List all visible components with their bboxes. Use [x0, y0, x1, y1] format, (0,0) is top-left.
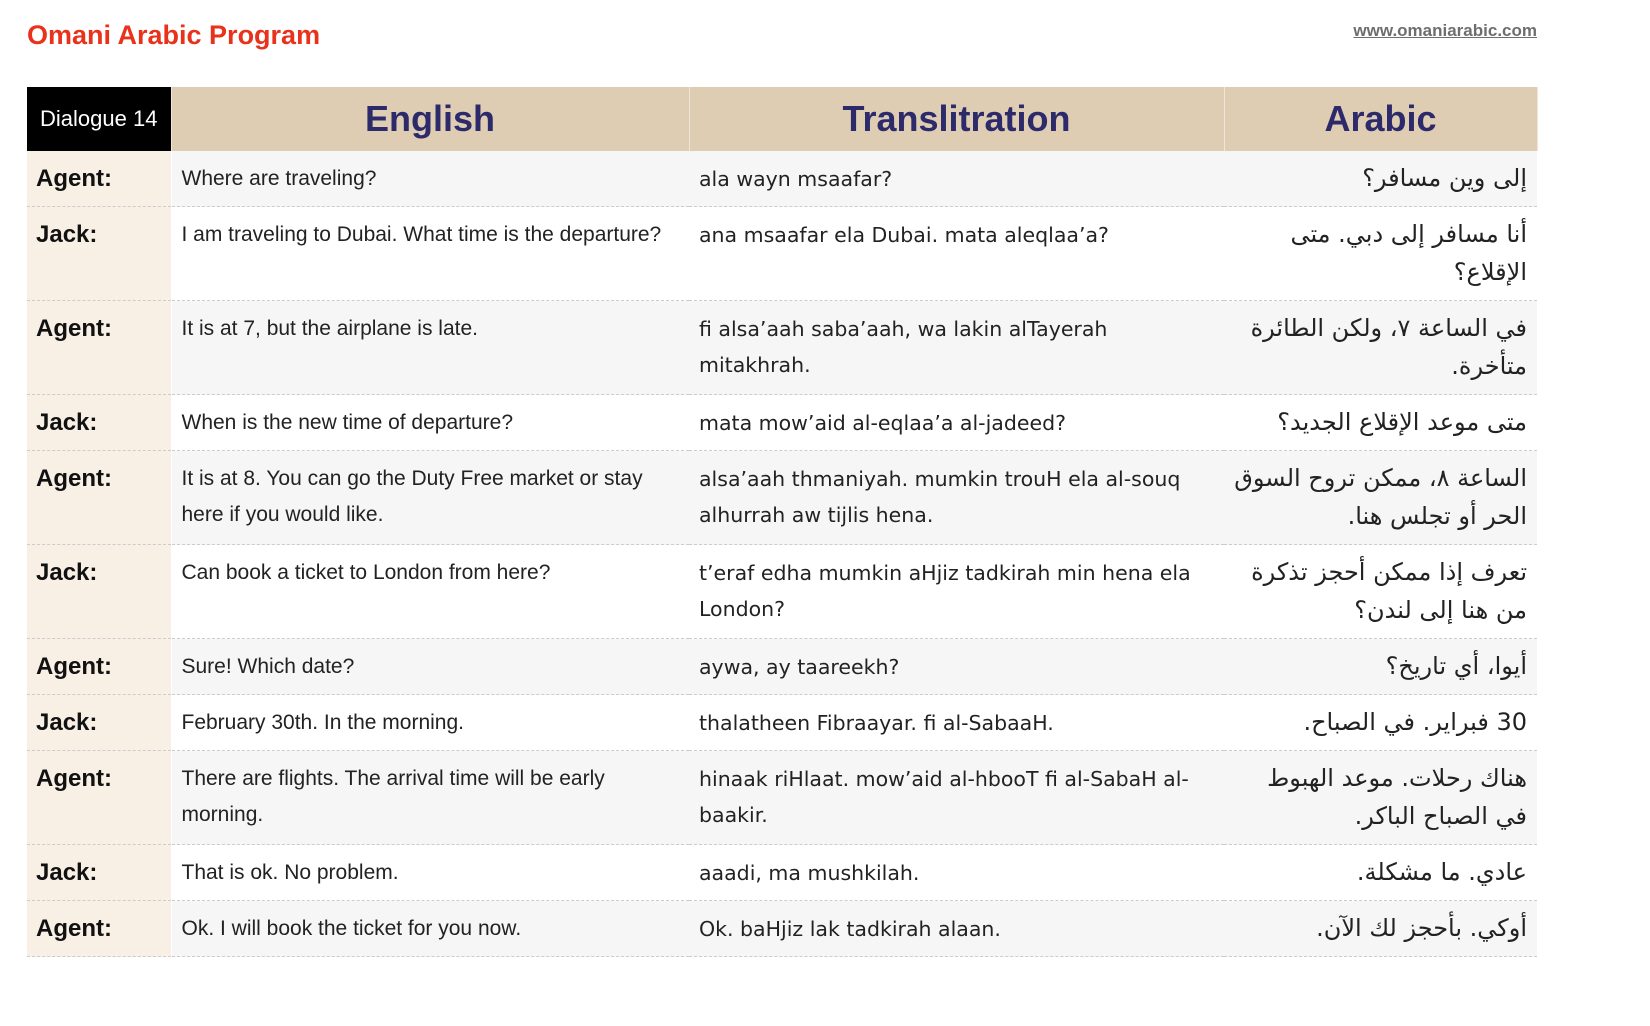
speaker-cell: Jack:	[27, 395, 171, 451]
english-cell: When is the new time of departure?	[171, 395, 689, 451]
speaker-cell: Agent:	[27, 301, 171, 395]
english-cell: I am traveling to Dubai. What time is the departure?	[171, 207, 689, 301]
english-cell: It is at 8. You can go the Duty Free market or stay here if you would like.	[171, 451, 689, 545]
table-row	[27, 695, 1537, 751]
english-cell: Sure! Which date?	[171, 639, 689, 695]
table-row	[27, 845, 1537, 901]
speaker-cell: Agent:	[27, 151, 171, 207]
arabic-cell: تعرف إذا ممكن أحجز تذكرة من هنا إلى لندن؟	[1224, 545, 1537, 639]
transliteration-cell: t’eraf edha mumkin aHjiz tadkirah min hena ela London?	[689, 545, 1224, 639]
speaker-cell: Agent:	[27, 901, 171, 957]
english-cell: Can book a ticket to London from here?	[171, 545, 689, 639]
arabic-cell: هناك رحلات. موعد الهبوط في الصباح الباكر.	[1224, 751, 1537, 845]
speaker-cell: Jack:	[27, 207, 171, 301]
dialogue-table	[27, 87, 1538, 957]
website-link[interactable]: www.omaniarabic.com	[1353, 21, 1537, 40]
transliteration-cell: fi alsa’aah saba’aah, wa lakin alTayerah mitakhrah.	[689, 301, 1224, 395]
arabic-cell: عادي. ما مشكلة.	[1224, 845, 1537, 901]
speaker-cell: Agent:	[27, 451, 171, 545]
transliteration-cell: hinaak riHlaat. mow’aid al-hbooT fi al-SabaH al-baakir.	[689, 751, 1224, 845]
table-header-row	[27, 87, 1537, 151]
table-row	[27, 451, 1537, 545]
table-row	[27, 751, 1537, 845]
table-row	[27, 151, 1537, 207]
table-row	[27, 207, 1537, 301]
dialogue-label: Dialogue 14	[27, 87, 171, 151]
column-header-arabic: Arabic	[1224, 87, 1537, 151]
transliteration-cell: aywa, ay taareekh?	[689, 639, 1224, 695]
english-cell: It is at 7, but the airplane is late.	[171, 301, 689, 395]
arabic-cell: أنا مسافر إلى دبي. متى الإقلاع؟	[1224, 207, 1537, 301]
transliteration-cell: alsa’aah thmaniyah. mumkin trouH ela al-souq alhurrah aw tijlis hena.	[689, 451, 1224, 545]
column-header-english: English	[171, 87, 689, 151]
table-row	[27, 395, 1537, 451]
speaker-cell: Jack:	[27, 845, 171, 901]
arabic-cell: أيوا، أي تاريخ؟	[1224, 639, 1537, 695]
speaker-cell: Agent:	[27, 639, 171, 695]
english-cell: Where are traveling?	[171, 151, 689, 207]
transliteration-cell: ala wayn msaafar?	[689, 151, 1224, 207]
table-row	[27, 639, 1537, 695]
arabic-cell: في الساعة ٧، ولكن الطائرة متأخرة.	[1224, 301, 1537, 395]
transliteration-cell: thalatheen Fibraayar. fi al-SabaaH.	[689, 695, 1224, 751]
arabic-cell: أوكي. بأحجز لك الآن.	[1224, 901, 1537, 957]
table-row	[27, 901, 1537, 957]
speaker-cell: Agent:	[27, 751, 171, 845]
english-cell: February 30th. In the morning.	[171, 695, 689, 751]
arabic-cell: متى موعد الإقلاع الجديد؟	[1224, 395, 1537, 451]
speaker-cell: Jack:	[27, 545, 171, 639]
arabic-cell: إلى وين مسافر؟	[1224, 151, 1537, 207]
table-row	[27, 545, 1537, 639]
arabic-cell: الساعة ٨، ممكن تروح السوق الحر أو تجلس هنا.	[1224, 451, 1537, 545]
table-row	[27, 301, 1537, 395]
english-cell: That is ok. No problem.	[171, 845, 689, 901]
arabic-cell: 30 فبراير. في الصباح.	[1224, 695, 1537, 751]
english-cell: Ok. I will book the ticket for you now.	[171, 901, 689, 957]
transliteration-cell: ana msaafar ela Dubai. mata aleqlaa’a?	[689, 207, 1224, 301]
column-header-transliteration: Translitration	[689, 87, 1224, 151]
speaker-cell: Jack:	[27, 695, 171, 751]
transliteration-cell: Ok. baHjiz lak tadkirah alaan.	[689, 901, 1224, 957]
table-body	[27, 151, 1537, 957]
transliteration-cell: mata mow’aid al-eqlaa’a al-jadeed?	[689, 395, 1224, 451]
brand-title: Omani Arabic Program	[27, 20, 321, 50]
english-cell: There are flights. The arrival time will be early morning.	[171, 751, 689, 845]
transliteration-cell: aaadi, ma mushkilah.	[689, 845, 1224, 901]
